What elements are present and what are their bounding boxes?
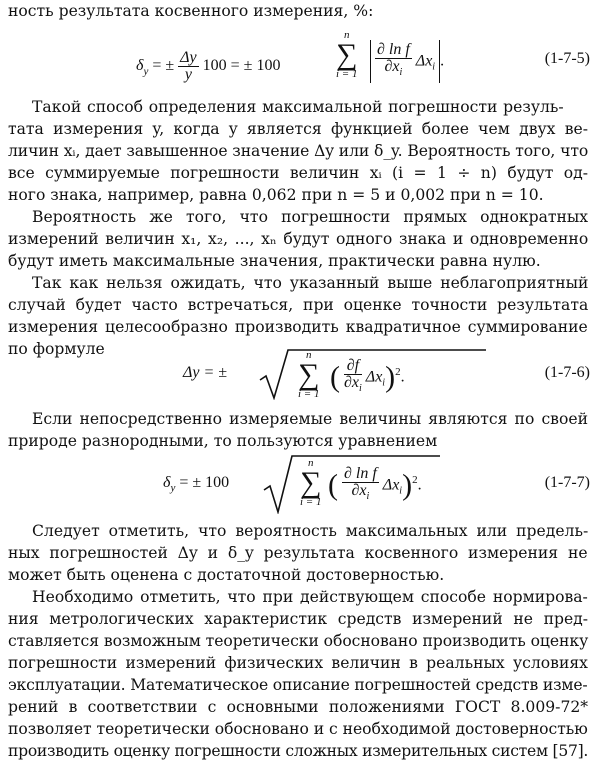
derivative-fraction: $\frac{\partial f}{\partial x_i}$ [344,357,362,395]
eq-middle: 100 = ± 100 [202,57,281,75]
derivative-numerator: ∂ ln f [344,465,377,482]
top-line [8,0,588,22]
sum-lower: i = 1 [300,496,322,508]
text-line: по формуле [8,340,105,358]
text-line: эксплуатации. Математическое описание погрешностей средств изме- [8,676,588,694]
equation-1-7-7: $\delta_y$ = ± 100 n ∑ i = 1 ( $\frac{\text{∂ ln f}}{\partial x_i}$ $\Delta x_i)^2$. (1-7-7) [0,452,600,516]
text-line: погрешности измерений физических величин в реальных условиях [8,654,588,672]
text-line: рений в соответствии с основными положениями ГОСТ 8.009-72* [8,698,589,716]
text-line: может быть оценена с достаточной достоверностью. [8,566,445,584]
text-line: измерения целесообразно производить квадратичное суммирование [8,318,588,336]
sum-lower: i = 1 [298,388,320,400]
text-line: Такой способ определения максимальной погрешности резуль- [32,98,564,116]
text-line: производить оценку погрешности сложных измерительных систем [57]. [8,742,589,760]
equation-number: (1-7-7) [544,474,590,491]
eq-lhs: Δy = ± [183,364,228,381]
eq-lhs-sub: y [170,482,176,495]
equation-number: (1-7-6) [544,364,590,381]
eq-lhs-sub: y [143,65,149,78]
text-line: Необходимо отметить, что при действующем способе нормирова- [32,588,588,606]
equation-number: (1-7-5) [544,50,590,67]
summation [336,30,357,80]
derivative-fraction: $\frac{\text{∂ ln f}}{\partial x_i}$ [377,41,410,79]
exponent: 2 [395,365,401,378]
eq-operator: = ± 100 [179,474,230,491]
paragraph-5 [8,520,588,586]
text-line: Если непосредственно измеряемые величины являются по своей [32,410,588,428]
text-line: все суммируемые погрешности величин xᵢ (i = 1 ÷ n) будут од- [8,164,588,182]
exponent: 2 [412,473,418,486]
eq-lhs: δ [136,57,144,75]
delta-x: Δx [365,368,383,386]
derivative-denominator: ∂x [384,58,400,75]
text-line: случай будет часто встречаться, при оценке точности результата [8,296,589,314]
text-line: Так как нельзя ожидать, что указанный выше неблагоприятный [32,274,589,292]
sigma-symbol: ∑ [336,38,358,71]
text-line: тата измерения y, когда y является функцией более чем двух ве- [8,120,588,138]
sum-upper: n [343,29,350,41]
derivative-numerator: ∂ ln f [377,41,410,58]
text-line: природе разнородными, то пользуются уравнением [8,432,438,450]
text-line: позволяет теоретически обосновано и с необходимой достоверностью [8,720,588,738]
equation-1-7-5: $\delta_y$ = ± $\frac{\Delta y}{y}$ 100 = ± 100 n ∑ i = 1 $\frac{\text{∂ ln f}}{\partial x_i}$ $\Delta x_i$ . (1-7-5) [136,29,590,83]
text-line: измерений величин x₁, x₂, ..., xₙ будут одного знака и одновременно [8,230,589,248]
text-line: Следует отметить, что вероятность максимальных или предель- [32,522,589,540]
paragraph-6 [8,586,588,762]
derivative-denominator: ∂x [344,374,360,391]
eq-operator: = ± [152,57,175,75]
text-line: ного знака, например, равна 0,062 при n = 5 и 0,002 при n = 10. [8,186,544,204]
text-line: личин xᵢ, дает завышенное значение Δy или δ_y. Вероятность того, что [8,142,589,160]
sum-lower: i = 1 [336,68,358,80]
derivative-denominator: ∂x [351,482,367,499]
paragraph-2 [8,206,588,272]
text-line: ность результата косвенного измерения, %: [8,2,374,20]
absolute-value: $\frac{\text{∂ ln f}}{\partial x_i}$ $\Delta x_i$ [370,40,440,83]
text-line: ния метрологических характеристик средств измерений не пред- [8,610,589,628]
text-line: Вероятность же того, что погрешности прямых однократных [32,208,589,226]
eq-lhs: δ [163,474,171,491]
sigma-symbol: ∑ [300,466,322,499]
sum-upper: n [305,349,312,361]
delta-x: Δx [382,476,400,494]
text-line: будут иметь максимальные значения, практически равна нулю. [8,252,541,270]
fraction [178,50,199,83]
summation [300,458,321,508]
delta-x: Δx [415,52,433,70]
fraction-denominator: y [184,66,192,83]
fraction-numerator: Δy [180,49,197,66]
derivative-fraction: $\frac{\text{∂ ln f}}{\partial x_i}$ [344,465,377,503]
paragraph-1 [8,96,588,206]
text-line: ных погрешностей Δy и δ_y результата косвенного измерения не [8,544,588,562]
equation-1-7-6: Δy = ± n ∑ i = 1 ( $\frac{\partial f}{\partial x_i}$ $\Delta x_i)^2$. (1-7-6) [183,349,590,400]
sum-upper: n [307,457,314,469]
summation [298,350,319,400]
text-line: ставляется возможным теоретически обосновано производить оценку [8,632,589,650]
sigma-symbol: ∑ [298,358,320,391]
derivative-numerator: ∂f [344,358,362,375]
paragraph-4 [8,408,588,452]
